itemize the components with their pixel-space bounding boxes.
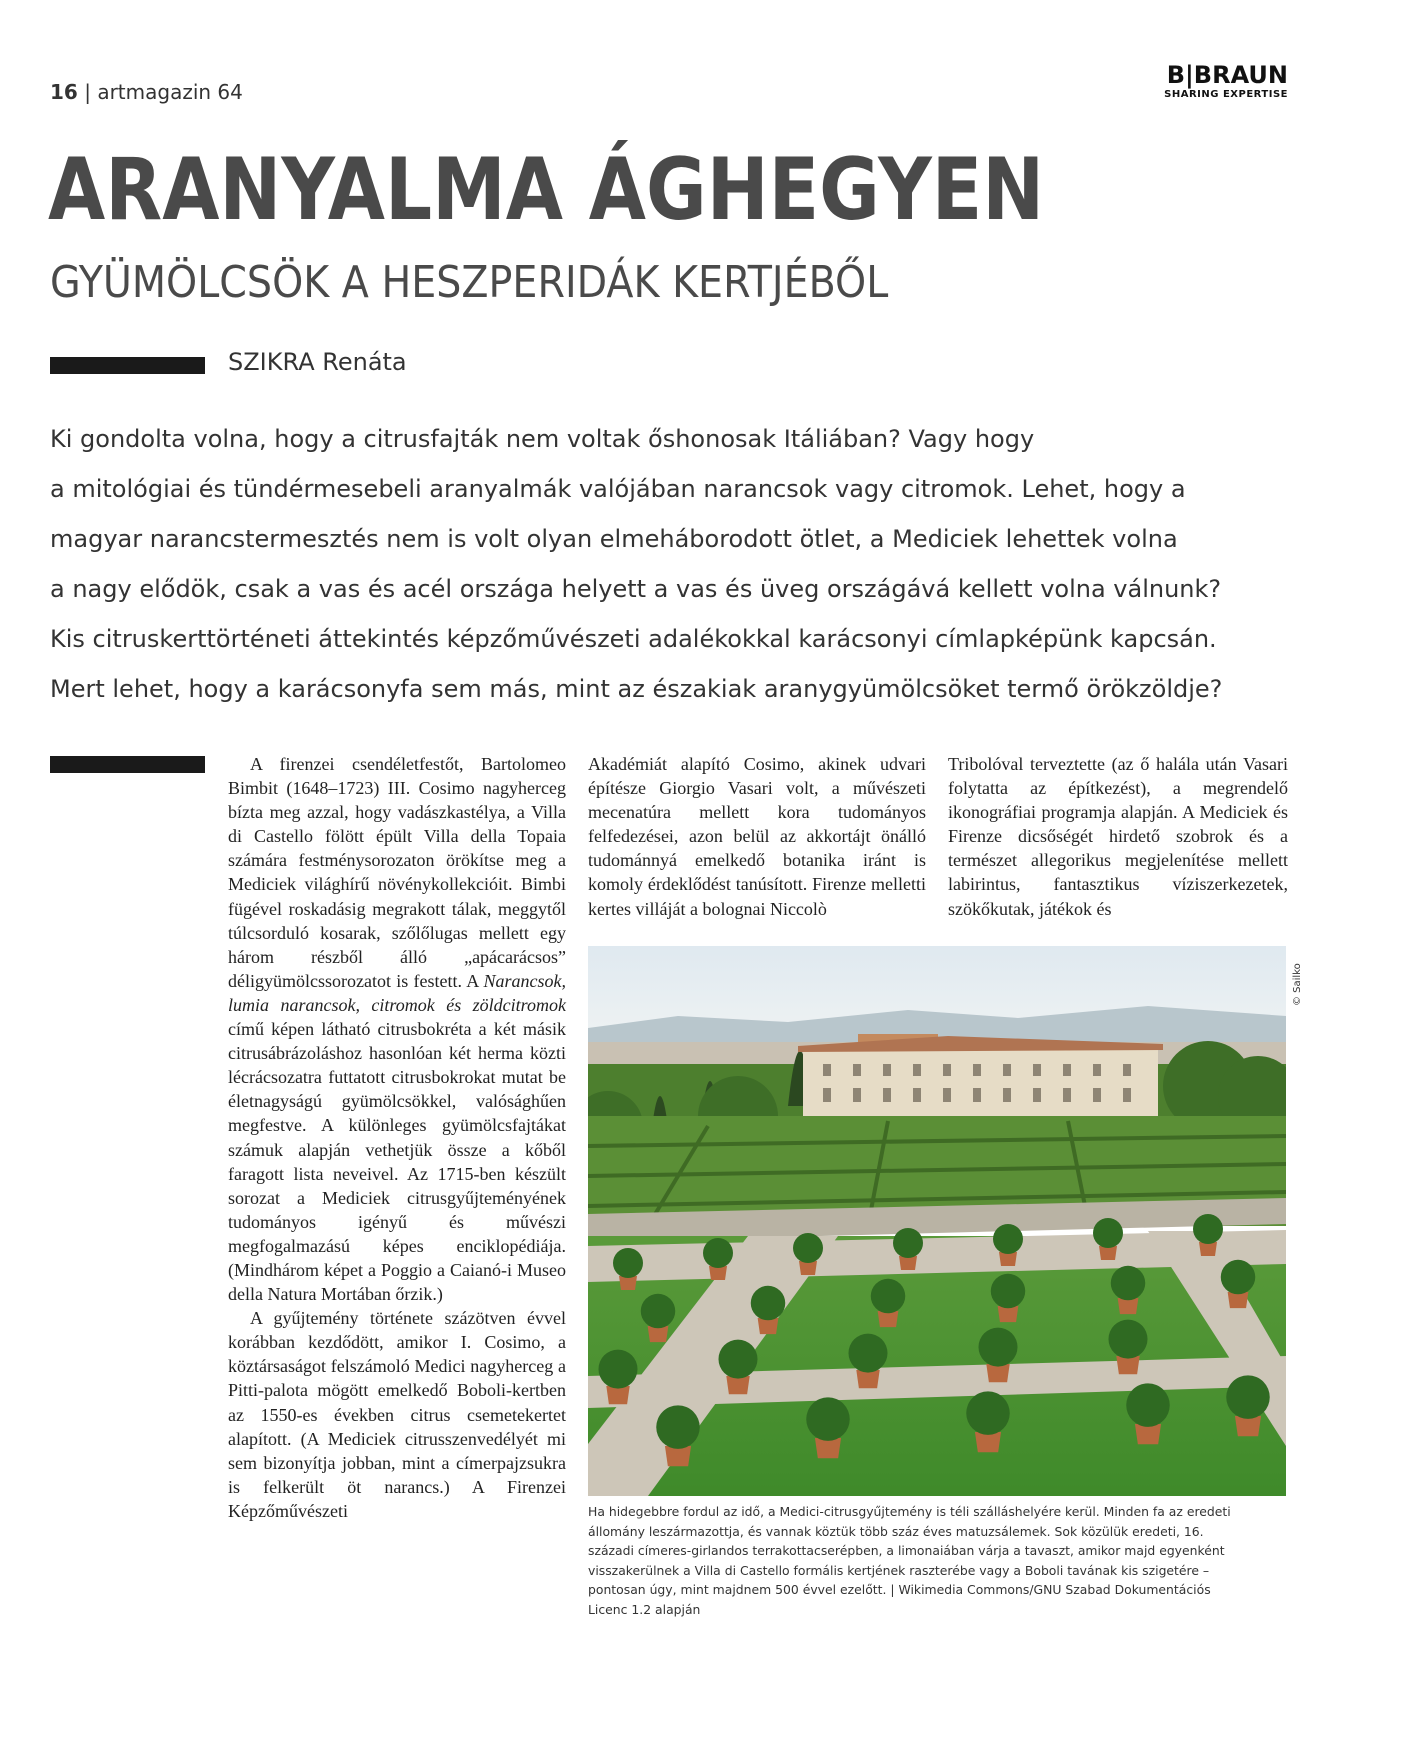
- lemon-tree-crown: [871, 1279, 906, 1314]
- lead-line: a nagy elődök, csak a vas és acél országa helyett a vas és üveg országává kellett volna válnunk?: [50, 575, 1222, 603]
- article-title: ARANYALMA ÁGHEGYEN: [48, 140, 1045, 240]
- lemon-tree-crown: [893, 1228, 923, 1258]
- article-author: SZIKRA Renáta: [228, 348, 407, 376]
- lemon-tree-crown: [966, 1391, 1010, 1435]
- lemon-tree-crown: [1221, 1260, 1256, 1295]
- terracotta-pot: [648, 1326, 669, 1342]
- terracotta-pot: [878, 1311, 899, 1327]
- lemon-tree-crown: [1193, 1214, 1223, 1244]
- lemon-tree-crown: [991, 1274, 1026, 1309]
- terracotta-pot: [758, 1318, 779, 1334]
- lemon-tree-crown: [613, 1248, 643, 1278]
- photo-villa: [798, 1034, 1163, 1116]
- lemon-tree-crown: [656, 1405, 700, 1449]
- lemon-tree-crown: [751, 1286, 786, 1321]
- body-column-1: [228, 752, 566, 1523]
- caption-line: visszakerülnek a Villa di Castello formális kertjének raszterébe vagy a Boboli tavának kis szigetére –: [588, 1562, 1210, 1578]
- article-subtitle: GYÜMÖLCSÖK A HESZPERIDÁK KERTJÉBŐL: [50, 257, 889, 308]
- terracotta-pot: [1228, 1292, 1249, 1308]
- lemon-tree-crown: [806, 1397, 850, 1441]
- lead-line: magyar narancstermesztés nem is volt olyan elmeháborodott ötlet, a Mediciek lehettek volna: [50, 525, 1178, 553]
- magazine-name: artmagazin 64: [97, 80, 243, 104]
- lemon-tree-crown: [703, 1238, 733, 1268]
- folio-separator: |: [84, 80, 91, 104]
- terracotta-pot: [1118, 1298, 1139, 1314]
- body-paragraph: Akadémiát alapító Cosimo, akinek udvari építésze Giorgio Vasari volt, a művészeti mecenatúra mellett kora tudományos felfedezései, azon belül az akkortájt önálló tudománnyá emelkedő botanika iránt is komoly érdeklődést tanúsított. Firenze melletti kertes villáját a bolognai Niccolò: [588, 754, 926, 919]
- photo-credit-text: © Sailko: [1292, 963, 1303, 1006]
- lemon-tree-crown: [849, 1334, 888, 1373]
- author-divider-bar: [50, 357, 205, 374]
- lead-line: a mitológiai és tündérmesebeli aranyalmák valójában narancsok vagy citromok. Lehet, hogy a: [50, 475, 1186, 503]
- body-text: című képen látható citrusbokréta a két másik citrusábrázoláshoz hasonlóan két herma közti lécrácsozatra futtatott citrusbokrokat mutat be életnagyságú gyümölcsökkel, valósághűen megfestve. A különleges gyümölcsfajtákat számuk alapján vethetjük össze a kőből faragott lista neveivel. Az 1715-ben készült sorozat a Mediciek citrusgyűjteményének tudományos igényű és művészi megfogalmazású képes enciklopédiája. (Mindhárom képet a Poggio a Caianó-i Museo della Natura Mortában őrzik.): [228, 1019, 566, 1305]
- column-divider-bar: [50, 756, 205, 773]
- body-column-3: [948, 752, 1288, 921]
- lemon-tree-crown: [1226, 1375, 1270, 1419]
- terracotta-pot: [815, 1438, 841, 1458]
- brand-logo: [1164, 62, 1288, 100]
- lemon-tree-crown: [979, 1328, 1018, 1367]
- brand-logo-text: B|BRAUN: [1166, 61, 1288, 89]
- lemon-tree-crown: [719, 1340, 758, 1379]
- terracotta-pot: [999, 1252, 1017, 1266]
- terracotta-pot: [619, 1276, 637, 1290]
- photo-credit: [1290, 946, 1308, 1006]
- terracotta-pot: [1099, 1246, 1117, 1260]
- caption-line: pontosan úgy, mint majdnem 500 évvel ezelőtt. | Wikimedia Commons/GNU Szabad Dokumentációs: [588, 1582, 1211, 1597]
- body-paragraph: A gyűjtemény története százötven évvel korábban kezdődött, amikor I. Cosimo, a köztársaságot felszámoló Medici nagyherceg a Pitti-palota mögött emelkedő Boboli-kertben az 1550-es években citrus csemetekertet alapított. (A Mediciek citrusszenvedélyét mi sem bizonyítja jobban, mint a címerpajzsukra is felkerült öt narancs.) A Firenzei Képzőművészeti: [228, 1308, 566, 1521]
- terracotta-pot: [899, 1256, 917, 1270]
- caption-line: Ha hidegebbre fordul az idő, a Medici-citrusgyűjtemény is téli szálláshelyére kerül. Minden fa az eredeti: [588, 1504, 1231, 1519]
- terracotta-pot: [975, 1432, 1001, 1452]
- terracotta-pot: [1235, 1416, 1261, 1436]
- brand-tagline: SHARING EXPERTISE: [1164, 89, 1288, 100]
- terracotta-pot: [799, 1261, 817, 1275]
- lemon-tree-crown: [1093, 1218, 1123, 1248]
- lemon-tree-crown: [993, 1224, 1023, 1254]
- terracotta-pot: [709, 1266, 727, 1280]
- caption-line: Licenc 1.2 alapján: [588, 1601, 701, 1617]
- lead-line: Mert lehet, hogy a karácsonyfa sem más, mint az északiak aranygyümölcsöket termő örökzöldje?: [50, 675, 1223, 703]
- terracotta-pot: [1199, 1242, 1217, 1256]
- lemon-tree-crown: [641, 1294, 676, 1329]
- lemon-tree-crown: [1111, 1266, 1146, 1301]
- body-paragraph: [228, 752, 566, 1306]
- caption-line: századi címeres-girlandos terrakottacserépben, a limonaiában várja a tavaszt, amikor majd egyenként: [588, 1543, 1225, 1558]
- body-text: A firenzei csendéletfestőt, Bartolomeo Bimbit (1648–1723) III. Cosimo nagyherceg bízta meg azzal, hogy vadászkastélya, a Villa di Castello fölött épült Villa della Topaia számára festménysorozaton örökítse meg a Mediciek világhírű növénykollekcióit. Bimbi fügével roskadásig megrakott tálak, meggytől túlcsorduló kosarak, szőlőlugas mellett egy három részből álló „apácarácsos” déligyümölcssorozatot is festett. A: [228, 754, 566, 991]
- terracotta-pot: [726, 1376, 749, 1394]
- body-column-2: [588, 752, 926, 921]
- lead-line: Kis citruskerttörténeti áttekintés képzőművészeti adalékokkal karácsonyi címlapképünk kapcsán.: [50, 625, 1217, 653]
- body-paragraph: Tribolóval terveztette (az ő halála után Vasari folytatta az építkezést), a megrendelő ikonográfiai programja alapján. A Mediciek és Firenze dicsőségét hirdető szobrok és a természet allegorikus megjelenítése mellett labirintus, fantasztikus víziszerkezetek, szökőkutak, játékok és: [948, 754, 1288, 919]
- lead-line: Ki gondolta volna, hogy a citrusfajták nem voltak őshonosak Itáliában? Vagy hogy: [50, 425, 1035, 453]
- article-lead: [50, 414, 1290, 714]
- terracotta-pot: [665, 1446, 691, 1466]
- photo-caption: [588, 1502, 1288, 1619]
- garden-photo: [588, 946, 1286, 1496]
- terracotta-pot: [1116, 1356, 1139, 1374]
- lemon-tree-crown: [793, 1233, 823, 1263]
- terracotta-pot: [1135, 1424, 1161, 1444]
- lemon-tree-crown: [1109, 1320, 1148, 1359]
- artwork-title: Narancsok, lumia narancsok, citromok és zöldcitromok: [228, 970, 566, 1015]
- lemon-tree-crown: [599, 1350, 638, 1389]
- page-folio: [50, 80, 243, 104]
- terracotta-pot: [986, 1364, 1009, 1382]
- page-number: 16: [50, 80, 78, 104]
- terracotta-pot: [998, 1306, 1019, 1322]
- caption-line: állomány leszármazottja, és vannak köztük több száz éves matuzsálemek. Sok közülük eredeti, 16.: [588, 1523, 1204, 1539]
- terracotta-pot: [856, 1370, 879, 1388]
- terracotta-pot: [606, 1386, 629, 1404]
- lemon-tree-crown: [1126, 1383, 1170, 1427]
